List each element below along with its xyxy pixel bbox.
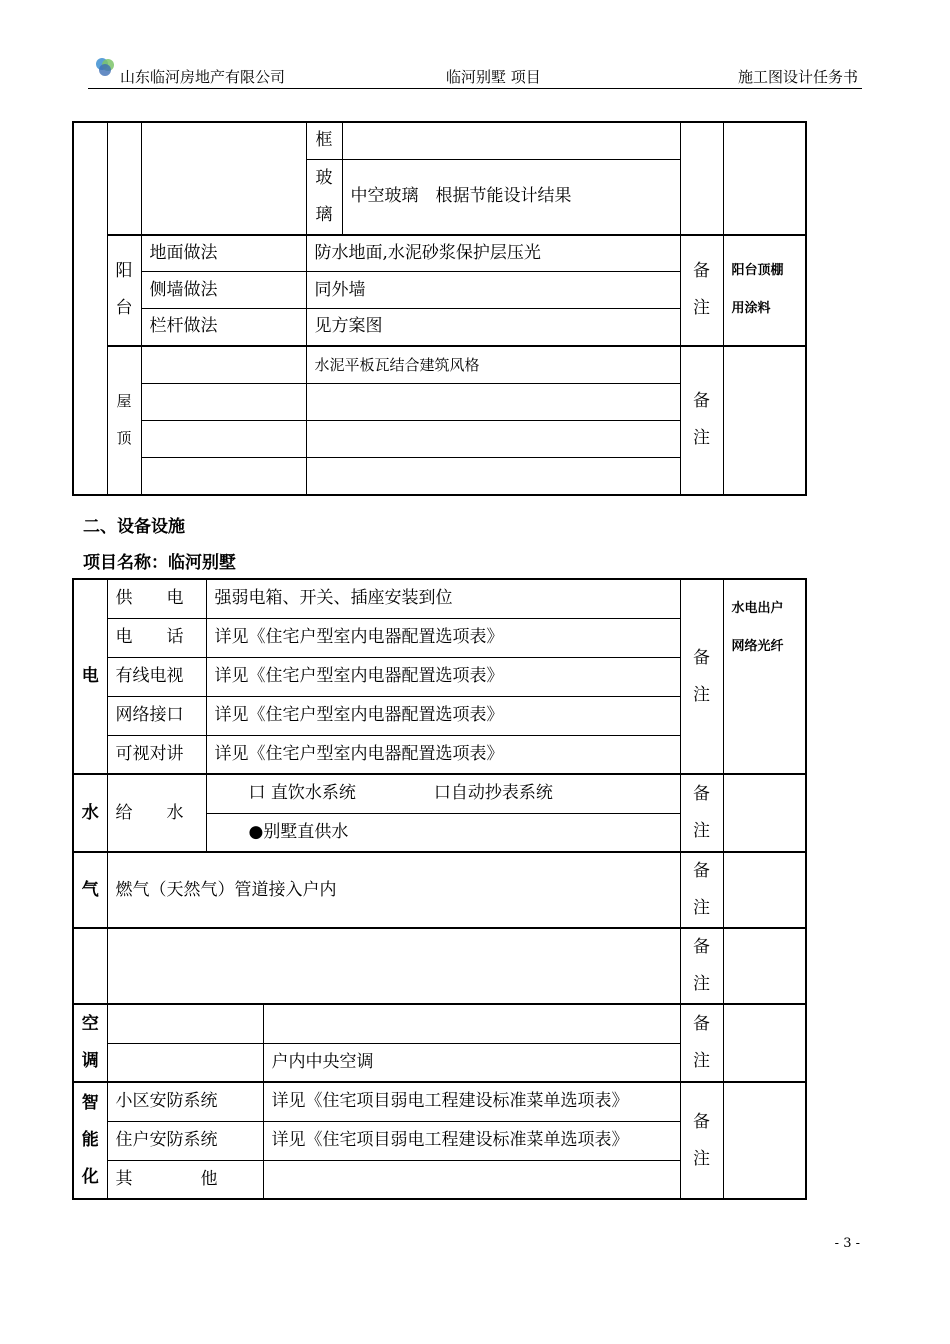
electric-label: 电 — [73, 579, 107, 774]
water-remark: 备 注 — [680, 774, 723, 852]
balcony-floor-value: 防水地面,水泥砂浆保护层压光 — [306, 235, 680, 272]
gas-label: 气 — [73, 852, 107, 928]
smart-other-key: 其 他 — [107, 1160, 263, 1199]
document-title: 施工图设计任务书 — [737, 68, 858, 86]
left-margin-cell — [73, 122, 107, 495]
electric-remark: 备 注 — [680, 579, 723, 774]
ac-remark: 备 注 — [680, 1004, 723, 1082]
balcony-wall-key: 侧墙做法 — [141, 272, 306, 309]
elec-power-value: 强弱电箱、开关、插座安装到位 — [206, 579, 680, 618]
water-key: 给 水 — [107, 774, 206, 852]
project-name: 临河别墅 项目 — [446, 68, 541, 86]
balcony-note: 阳台顶棚 用涂料 — [723, 235, 806, 346]
smart-label: 智 能 化 — [73, 1082, 107, 1199]
company-logo-icon — [94, 56, 116, 78]
frame-label: 框 — [306, 122, 342, 159]
glass-label: 玻 璃 — [306, 159, 342, 235]
page-number: - 3 - — [834, 1236, 860, 1251]
elec-phone-value: 详见《住宅户型室内电器配置选项表》 — [206, 618, 680, 657]
smart-home-key: 住户安防系统 — [107, 1121, 263, 1160]
equipment-table — [72, 578, 807, 1200]
electric-note: 水电出户 网络光纤 — [723, 579, 806, 774]
roof-label: 屋 顶 — [107, 346, 141, 495]
smart-community-key: 小区安防系统 — [107, 1082, 263, 1121]
glass-value: 中空玻璃 根据节能设计结果 — [342, 159, 680, 235]
elec-network-key: 网络接口 — [107, 696, 206, 735]
company-name: 山东临河房地产有限公司 — [120, 68, 286, 86]
project-title: 项目名称：临河别墅 — [83, 553, 236, 573]
elec-tv-key: 有线电视 — [107, 657, 206, 696]
building-spec-table — [72, 121, 807, 496]
gas-value: 燃气（天然气）管道接入户内 — [107, 852, 680, 928]
elec-intercom-value: 详见《住宅户型室内电器配置选项表》 — [206, 735, 680, 774]
smart-community-value: 详见《住宅项目弱电工程建设标准菜单选项表》 — [263, 1082, 680, 1121]
elec-network-value: 详见《住宅户型室内电器配置选项表》 — [206, 696, 680, 735]
balcony-label: 阳 台 — [107, 235, 141, 346]
elec-phone-key: 电 话 — [107, 618, 206, 657]
balcony-rail-value: 见方案图 — [306, 309, 680, 346]
section-title: 二、设备设施 — [83, 517, 185, 537]
page-header — [88, 60, 862, 89]
balcony-wall-value: 同外墙 — [306, 272, 680, 309]
ac-value: 户内中央空调 — [263, 1043, 680, 1082]
elec-power-key: 供 电 — [107, 579, 206, 618]
water-options-row: 口 直饮水系统 口自动抄表系统 — [206, 774, 680, 813]
elec-intercom-key: 可视对讲 — [107, 735, 206, 774]
smart-remark: 备 注 — [680, 1082, 723, 1199]
water-direct-supply: ●别墅直供水 — [206, 813, 680, 852]
gas-remark: 备 注 — [680, 852, 723, 928]
balcony-remark: 备 注 — [680, 235, 723, 346]
water-label: 水 — [73, 774, 107, 852]
smart-home-value: 详见《住宅项目弱电工程建设标准菜单选项表》 — [263, 1121, 680, 1160]
balcony-floor-key: 地面做法 — [141, 235, 306, 272]
smart-other-value — [263, 1160, 680, 1199]
ac-label: 空 调 — [73, 1004, 107, 1082]
blank-remark: 备 注 — [680, 928, 723, 1004]
roof-value: 水泥平板瓦结合建筑风格 — [306, 346, 680, 384]
elec-tv-value: 详见《住宅户型室内电器配置选项表》 — [206, 657, 680, 696]
roof-remark: 备 注 — [680, 346, 723, 495]
balcony-rail-key: 栏杆做法 — [141, 309, 306, 346]
